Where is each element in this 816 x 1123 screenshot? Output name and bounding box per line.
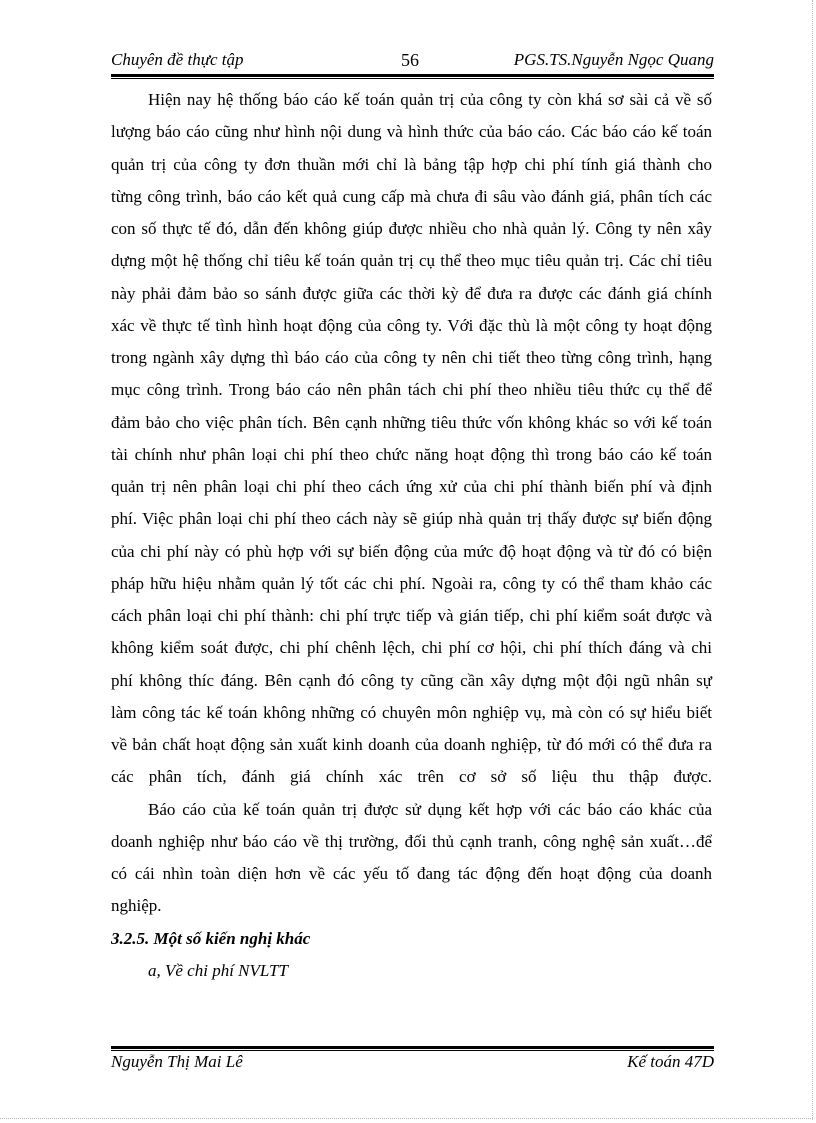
footer-class: Kế toán 47D <box>627 1052 714 1071</box>
page-footer <box>111 1052 714 1072</box>
page-edge <box>812 0 813 1120</box>
text-line: đảm bảo cho việc phân tích. Bên cạnh những tiêu thức vốn không khác so với kế toán <box>111 412 712 432</box>
text-line: Hiện nay hệ thống báo cáo kế toán quản trị của công ty còn khá sơ sài cả về số <box>148 90 712 109</box>
text-line: phí. Việc phân loại chi phí theo cách này sẽ giúp nhà quản trị thấy được sự biến động <box>111 509 712 529</box>
text-line: về bản chất hoạt động sản xuất kinh doanh của doanh nghiệp, từ đó mới có thể đưa ra <box>111 735 712 754</box>
text-line: có cái nhìn toàn diện hơn về các yếu tố đang tác động đến hoạt động của doanh <box>111 864 712 883</box>
header-title: Chuyên đề thực tập <box>111 50 244 69</box>
document-body <box>111 88 712 991</box>
page-edge <box>0 1118 813 1119</box>
text-line: xác về thực tế tình hình hoạt động của công ty. Với đặc thù là một công ty hoạt động <box>111 315 712 335</box>
text-line: pháp hữu hiệu nhằm quản lý tốt các chi phí. Ngoài ra, công ty có thể tham khảo các <box>111 573 712 593</box>
footer-rule <box>111 1046 714 1051</box>
header-supervisor: PGS.TS.Nguyễn Ngọc Quang <box>513 50 714 69</box>
text-line: doanh nghiệp như báo cáo về thị trường, đối thủ cạnh tranh, công nghệ sản xuất…để <box>111 831 712 851</box>
text-line: quản trị nên phân loại chi phí theo cách ứng xử của chi phí thành biến phí và định <box>111 477 712 496</box>
text-line: lượng báo cáo cũng như hình nội dung và hình thức của báo cáo. Các báo cáo kế toán <box>111 122 712 142</box>
text-line: cách phân loại chi phí thành: chi phí trực tiếp và gián tiếp, chi phí kiểm soát được và <box>111 606 712 625</box>
text-line: nghiệp. <box>111 896 162 916</box>
text-line: làm công tác kế toán không những có chuyên môn nghiệp vụ, mà còn có sự hiểu biết <box>111 702 712 722</box>
subsection-heading: a, Về chi phí NVLTT <box>148 960 288 980</box>
page-number: 56 <box>401 50 419 70</box>
header-rule <box>111 74 714 79</box>
page-header <box>111 50 714 72</box>
footer-author: Nguyễn Thị Mai Lê <box>111 1052 243 1071</box>
text-line: không kiểm soát được, chi phí chênh lệch, chi phí cơ hội, chi phí thích đáng và chi <box>111 638 712 658</box>
text-line: của chi phí này có phù hợp với sự biến động của mức độ hoạt động và từ đó có biện <box>111 541 712 561</box>
text-line: trong ngành xây dựng thì báo cáo của công ty nên chi tiết theo từng công trình, hạng <box>111 348 712 367</box>
text-line: quản trị của công ty đơn thuần mới chỉ là bảng tập hợp chi phí tính giá thành cho <box>111 154 712 174</box>
text-line: dựng một hệ thống chỉ tiêu kế toán quản trị cụ thể theo mục tiêu quản trị. Các chỉ tiêu <box>111 251 712 271</box>
text-line: Báo cáo của kế toán quản trị được sử dụng kết hợp với các báo cáo khác của <box>148 799 712 819</box>
text-line: từng công trình, báo cáo kết quả cung cấp mà chưa đi sâu vào đánh giá, phân tích các <box>111 186 712 206</box>
text-line: này phải đảm bảo so sánh được giữa các thời kỳ để đưa ra được các đánh giá chính <box>111 283 712 303</box>
text-line: các phân tích, đánh giá chính xác trên cơ sở số liệu thu thập được. <box>111 767 712 787</box>
text-line: phí không thíc đáng. Bên cạnh đó công ty cũng cần xây dựng một đội ngũ nhân sự <box>111 670 712 690</box>
section-heading: 3.2.5. Một số kiến nghị khác <box>111 928 311 948</box>
text-line: tài chính như phân loại chi phí theo chức năng hoạt động thì trong báo cáo kế toán <box>111 444 712 464</box>
text-line: mục công trình. Trong báo cáo nên phân tách chi phí theo nhiều tiêu thức cụ thể để <box>111 380 712 400</box>
text-line: con số thực tế đó, dẫn đến không giúp được nhiều cho nhà quản lý. Công ty nên xây <box>111 219 712 238</box>
